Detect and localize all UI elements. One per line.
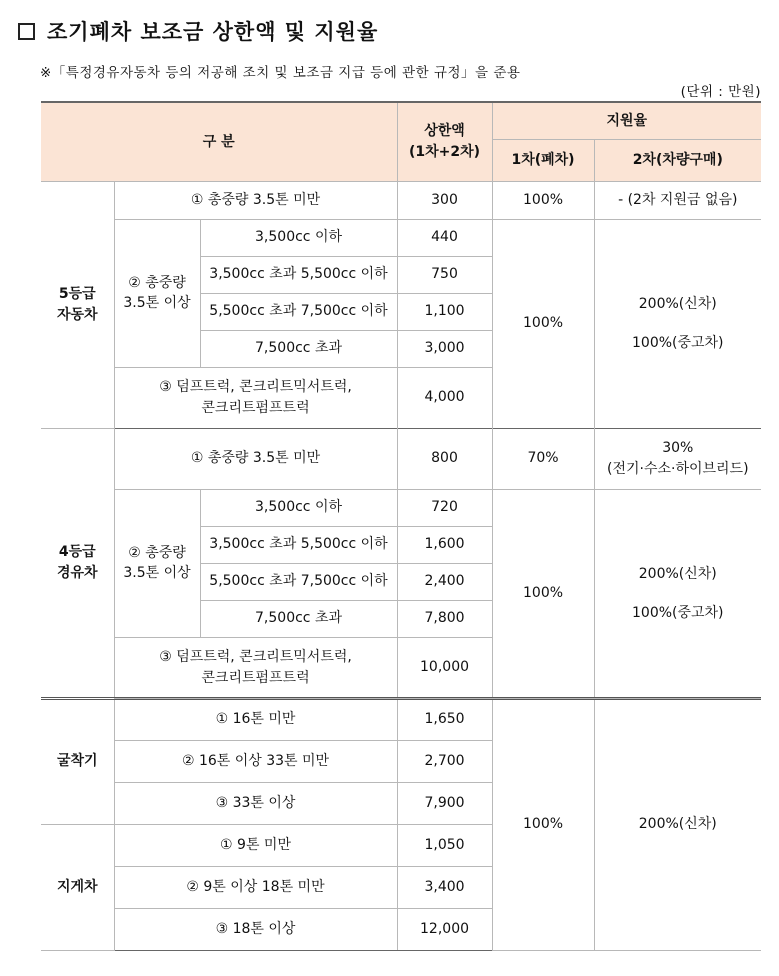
row-label: 7,500cc 초과	[200, 600, 397, 637]
row-label-line: ③ 덤프트럭, 콘크리트믹서트럭,	[159, 379, 352, 396]
support-rate-header: 지원율	[492, 102, 761, 139]
group-label-grade4	[41, 428, 114, 698]
limit-header-line2: (1차+2차)	[408, 143, 481, 160]
regulation-note: ※「특정경유자동차 등의 저공해 조치 및 보조금 지급 등에 관한 규정」을 준용	[40, 65, 521, 81]
row-label: 3,500cc 이하	[200, 219, 397, 256]
row-label: 5,500cc 초과 7,500cc 이하	[200, 563, 397, 600]
group-label-forklift: 지게차	[41, 824, 114, 950]
table-row	[41, 219, 761, 256]
group-label-excavator: 굴착기	[41, 698, 114, 824]
row-label-line: 콘크리트펌프트럭	[201, 669, 310, 686]
limit-value: 1,600	[397, 526, 492, 563]
limit-value: 7,900	[397, 782, 492, 824]
row-label: 7,500cc 초과	[200, 330, 397, 367]
group-label-line: 4등급	[58, 544, 96, 561]
page-title	[18, 14, 378, 48]
limit-header-line1: 상한액	[424, 123, 465, 140]
second-rate-line: 100%(중고차)	[632, 334, 724, 351]
row-label: ① 16톤 미만	[114, 698, 397, 740]
limit-value: 750	[397, 256, 492, 293]
title-text: 조기폐차 보조금 상한액 및 지원율	[47, 20, 379, 44]
second-rate	[594, 219, 761, 428]
sub-group-label	[114, 219, 200, 367]
limit-value: 2,400	[397, 563, 492, 600]
row-label: 3,500cc 초과 5,500cc 이하	[200, 526, 397, 563]
row-label	[114, 367, 397, 428]
subsidy-table	[41, 101, 761, 951]
table-row	[41, 181, 761, 219]
second-rate-line: (전기·수소·하이브리드)	[607, 460, 749, 477]
sub-group-label-line: 3.5톤 이상	[123, 565, 191, 581]
sub-group-label-line: 3.5톤 이상	[123, 295, 191, 311]
first-rate: 100%	[492, 181, 594, 219]
row-label: ① 총중량 3.5톤 미만	[114, 428, 397, 489]
limit-value: 3,000	[397, 330, 492, 367]
second-rate	[594, 489, 761, 698]
second-rate-line: 200%(신차)	[638, 296, 717, 313]
row-label: ② 16톤 이상 33톤 미만	[114, 740, 397, 782]
group-label-line: 경유차	[56, 564, 98, 581]
row-label: ③ 33톤 이상	[114, 782, 397, 824]
first-rate: 100%	[492, 698, 594, 950]
limit-value: 4,000	[397, 367, 492, 428]
limit-value: 3,400	[397, 866, 492, 908]
limit-value: 720	[397, 489, 492, 526]
limit-value: 1,650	[397, 698, 492, 740]
sub-group-label	[114, 489, 200, 637]
first-stage-header: 1차(폐차)	[492, 139, 594, 181]
spacer	[597, 585, 760, 603]
sub-group-label-line: ② 총중량	[128, 544, 186, 561]
second-rate-line: 200%(신차)	[638, 566, 717, 583]
row-label: 3,500cc 초과 5,500cc 이하	[200, 256, 397, 293]
checkbox-square-icon	[18, 23, 35, 40]
row-label: ① 9톤 미만	[114, 824, 397, 866]
limit-value: 440	[397, 219, 492, 256]
row-label: ③ 18톤 이상	[114, 908, 397, 950]
limit-value: 2,700	[397, 740, 492, 782]
limit-value: 10,000	[397, 637, 492, 698]
first-rate: 70%	[492, 428, 594, 489]
table-row	[41, 489, 761, 526]
table-row	[41, 698, 761, 740]
row-label: 3,500cc 이하	[200, 489, 397, 526]
group-label-line: 5등급	[58, 286, 96, 303]
category-header: 구 분	[41, 102, 397, 181]
limit-value: 800	[397, 428, 492, 489]
first-rate: 100%	[492, 489, 594, 698]
spacer	[597, 315, 760, 333]
limit-value: 12,000	[397, 908, 492, 950]
row-label-line: 콘크리트펌프트럭	[201, 399, 310, 416]
group-label-grade5	[41, 181, 114, 428]
row-label-line: ③ 덤프트럭, 콘크리트믹서트럭,	[159, 649, 352, 666]
table-row	[41, 428, 761, 489]
group-label-line: 자동차	[56, 306, 98, 323]
second-rate: - (2차 지원금 없음)	[594, 181, 761, 219]
row-label: ② 9톤 이상 18톤 미만	[114, 866, 397, 908]
limit-value: 300	[397, 181, 492, 219]
limit-value: 7,800	[397, 600, 492, 637]
sub-group-label-line: ② 총중량	[128, 274, 186, 291]
second-stage-header: 2차(차량구매)	[594, 139, 761, 181]
unit-label: (단위 : 만원)	[680, 84, 761, 100]
row-label: ① 총중량 3.5톤 미만	[114, 181, 397, 219]
second-rate-line: 100%(중고차)	[632, 604, 724, 621]
first-rate: 100%	[492, 219, 594, 428]
second-rate: 200%(신차)	[594, 698, 761, 950]
header-row	[41, 102, 761, 139]
second-rate	[594, 428, 761, 489]
row-label	[114, 637, 397, 698]
limit-value: 1,050	[397, 824, 492, 866]
limit-value: 1,100	[397, 293, 492, 330]
second-rate-line: 30%	[662, 440, 694, 457]
row-label: 5,500cc 초과 7,500cc 이하	[200, 293, 397, 330]
limit-header	[397, 102, 492, 181]
